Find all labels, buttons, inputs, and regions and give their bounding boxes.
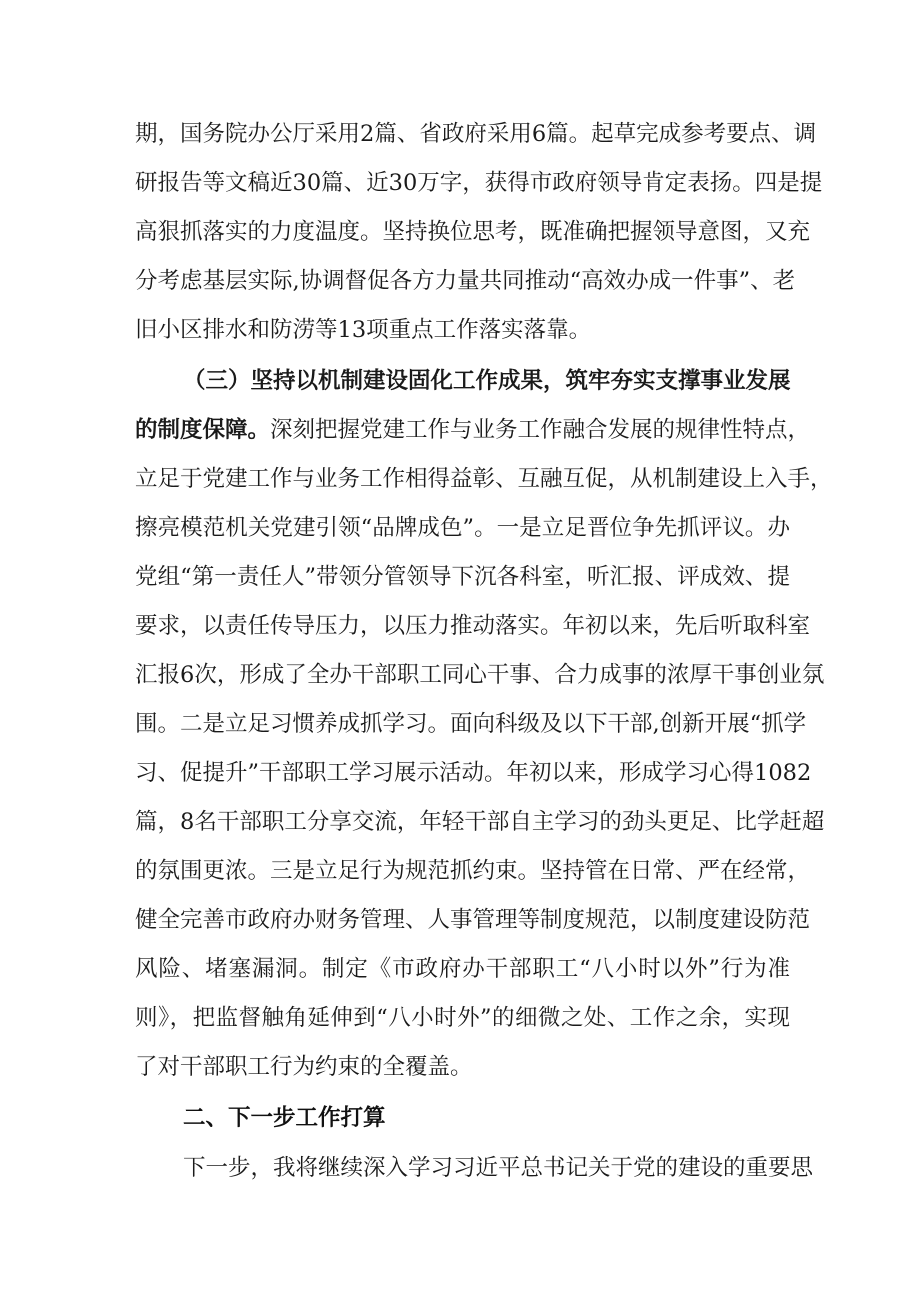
paragraph-1-line-5: 旧小区排水和防涝等13项重点工作落实落靠。	[135, 317, 592, 343]
paragraph-2-line-6: 要求，以责任传导压力，以压力推动落实。年初以来，先后听取科室	[135, 613, 811, 639]
paragraph-2-line-7: 汇报6次，形成了全办干部职工同心干事、合力成事的浓厚干事创业氛	[135, 662, 825, 688]
paragraph-2-line-4: 擦亮模范机关党建引领“品牌成色”。一是立足晋位争先抓评议。办	[135, 515, 790, 541]
paragraph-2-line-13: 风险、堵塞漏洞。制定《市政府办干部职工“八小时以外”行为准	[135, 956, 790, 982]
paragraph-2-line-11: 的氛围更浓。三是立足行为规范抓约束。坚持管在日常、严在经常，	[135, 858, 811, 884]
section-heading: 二、下一步工作打算	[183, 1105, 386, 1131]
paragraph-3-line-1: 下一步，我将继续深入学习习近平总书记关于党的建设的重要思	[183, 1155, 814, 1181]
paragraph-2-line-14: 则》，把监督触角延伸到“八小时外”的细微之处、工作之余，实现	[135, 1005, 790, 1031]
paragraph-2-line-12: 健全完善市政府办财务管理、人事管理等制度规范，以制度建设防范	[135, 907, 811, 933]
paragraph-2-line-2-text: 深刻把握党建工作与业务工作融合发展的规律性特点，	[270, 417, 811, 443]
paragraph-1-line-1: 期，国务院办公厅采用2篇、省政府采用6篇。起草完成参考要点、调	[135, 121, 817, 147]
paragraph-2-line-10: 篇，8名干部职工分享交流，年轻干部自主学习的劲头更足、比学赶超	[135, 809, 825, 835]
paragraph-1-line-2: 研报告等文稿近30篇、近30万字，获得市政府领导肯定表扬。四是提	[135, 170, 823, 196]
paragraph-2-heading-line: （三）坚持以机制建设固化工作成果，筑牢夯实支撑事业发展	[183, 368, 791, 394]
paragraph-1-line-4: 分考虑基层实际,协调督促各方力量共同推动“高效办成一件事”、老	[135, 268, 796, 294]
paragraph-2-line-5: 党组“第一责任人”带领分管领导下沉各科室，听汇报、评成效、提	[135, 564, 790, 590]
paragraph-2-line-15: 了对干部职工行为约束的全覆盖。	[135, 1054, 473, 1080]
paragraph-2-line-3: 立足于党建工作与业务工作相得益彰、互融互促，从机制建设上入手，	[135, 466, 833, 492]
paragraph-2-heading-tail: 的制度保障。	[135, 417, 271, 443]
paragraph-1-line-3: 高狠抓落实的力度温度。坚持换位思考，既准确把握领导意图，又充	[135, 219, 811, 245]
paragraph-2-line-8: 围。二是立足习惯养成抓学习。面向科级及以下干部,创新开展“抓学	[135, 711, 807, 737]
paragraph-2-line-9: 习、促提升”干部职工学习展示活动。年初以来，形成学习心得1082	[135, 760, 812, 786]
paragraph-2-line-2	[135, 406, 811, 454]
